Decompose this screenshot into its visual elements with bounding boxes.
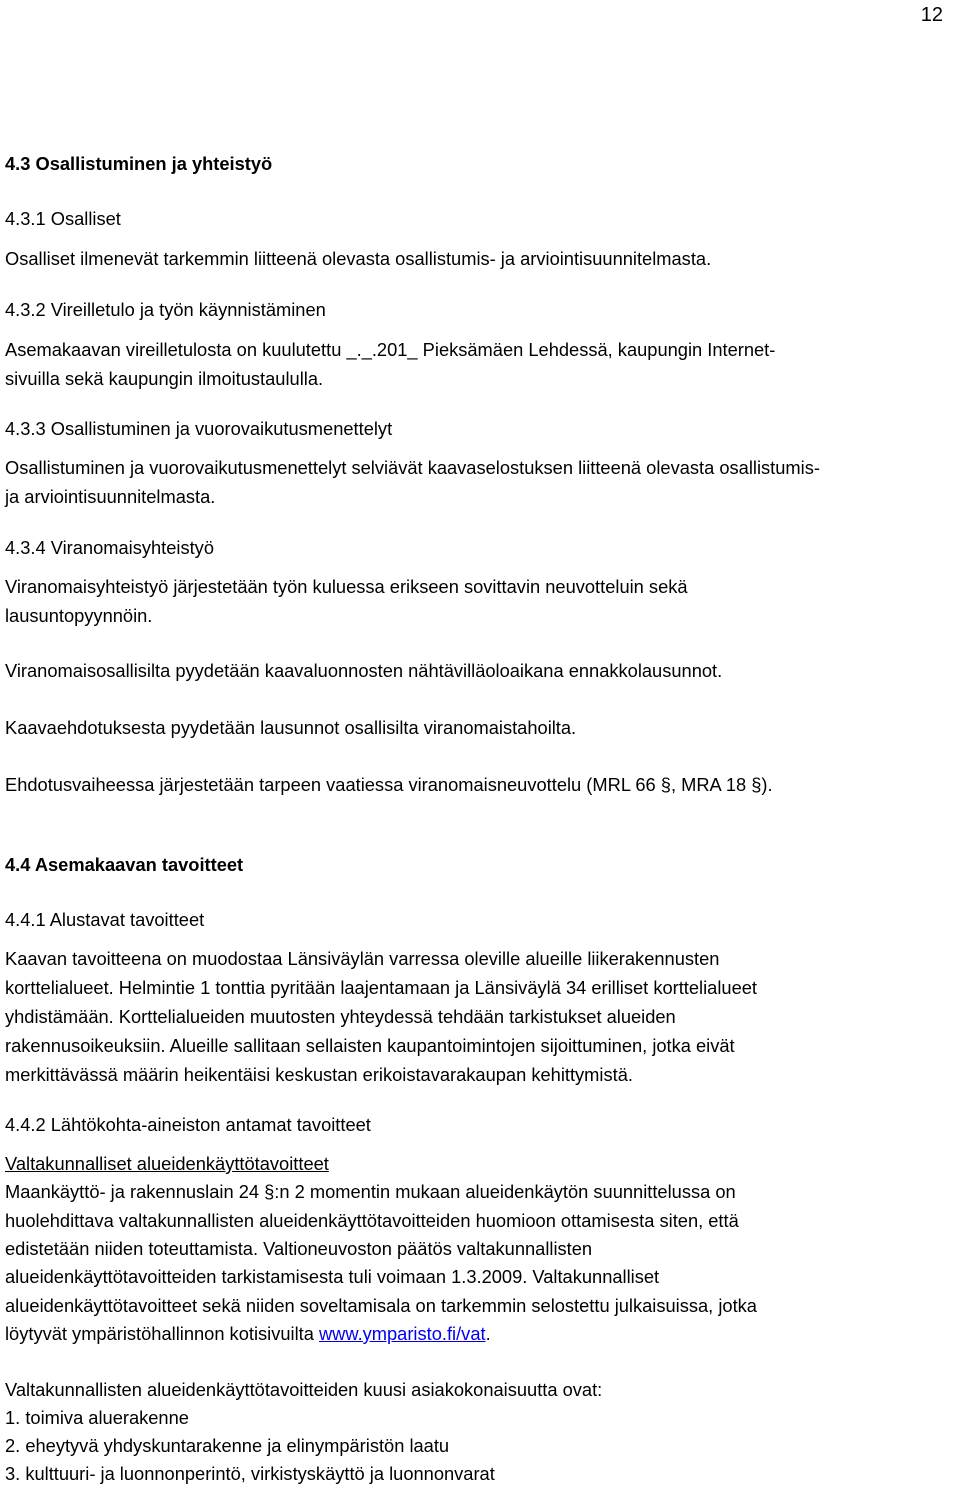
list-intro: Valtakunnallisten alueidenkäyttötavoitteiden kuusi asiakokonaisuutta ovat: — [5, 1379, 603, 1400]
subheading-4-4-1: 4.4.1 Alustavat tavoitteet — [5, 909, 205, 930]
list-item-2: 2. eheytyvä yhdyskuntarakenne ja elinympäristön laatu — [5, 1435, 450, 1456]
paragraph-4-3-3-line-2: ja arviointisuunnitelmasta. — [5, 486, 216, 507]
paragraph-4-3-3-line-1: Osallistuminen ja vuorovaikutusmenettelyt selviävät kaavaselostuksen liitteenä olevasta osallistumis- — [5, 457, 820, 478]
subheading-4-3-3: 4.3.3 Osallistuminen ja vuorovaikutusmenettelyt — [5, 418, 393, 439]
list-item-3: 3. kulttuuri- ja luonnonperintö, virkistyskäyttö ja luonnonvarat — [5, 1463, 495, 1484]
subheading-4-3-2: 4.3.2 Vireilletulo ja työn käynnistäminen — [5, 299, 326, 320]
subheading-valtakunnalliset: Valtakunnalliset alueidenkäyttötavoitteet — [5, 1153, 329, 1174]
paragraph-4-3-4-p3: Kaavaehdotuksesta pyydetään lausunnot osallisilta viranomaistahoilta. — [5, 717, 577, 738]
paragraph-4-3-2-line-2: sivuilla sekä kaupungin ilmoitustaululla. — [5, 368, 324, 389]
paragraph-4-4-2-line-1: Maankäyttö- ja rakennuslain 24 §:n 2 momentin mukaan alueidenkäytön suunnittelussa on — [5, 1181, 736, 1202]
ymparisto-link[interactable]: www.ymparisto.fi/vat — [318, 1323, 486, 1344]
paragraph-4-4-2-line-4: alueidenkäyttötavoitteiden tarkistamisesta tuli voimaan 1.3.2009. Valtakunnalliset — [5, 1266, 660, 1287]
paragraph-4-4-2-line-6-suffix: . — [485, 1323, 491, 1344]
section-heading-4-4: 4.4 Asemakaavan tavoitteet — [5, 854, 244, 875]
paragraph-4-3-4-p2: Viranomaisosallisilta pyydetään kaavaluonnosten nähtävilläoloaikana ennakkolausunnot. — [5, 660, 723, 681]
paragraph-4-4-2-line-2: huolehdittava valtakunnallisten alueidenkäyttötavoitteiden huomioon ottamisesta siten, että — [5, 1210, 739, 1231]
paragraph-4-3-4-p4: Ehdotusvaiheessa järjestetään tarpeen vaatiessa viranomaisneuvottelu (MRL 66 §, MRA 18 §). — [5, 774, 773, 795]
paragraph-4-4-1-line-4: rakennusoikeuksiin. Alueille sallitaan sellaisten kaupantoimintojen sijoittuminen, jotka eivät — [5, 1035, 735, 1056]
paragraph-4-4-1-line-5: merkittävässä määrin heikentäisi keskustan erikoistavarakaupan kehittymistä. — [5, 1064, 633, 1085]
subheading-4-4-2: 4.4.2 Lähtökohta-aineiston antamat tavoitteet — [5, 1114, 371, 1135]
paragraph-4-3-4-p1-line-1: Viranomaisyhteistyö järjestetään työn kuluessa erikseen sovittavin neuvotteluin sekä — [5, 576, 688, 597]
subheading-4-3-1: 4.3.1 Osalliset — [5, 208, 121, 229]
paragraph-4-4-2-line-3: edistetään niiden toteuttamista. Valtioneuvoston päätös valtakunnallisten — [5, 1238, 593, 1259]
subheading-4-3-4: 4.3.4 Viranomaisyhteistyö — [5, 537, 214, 558]
page-number: 12 — [920, 4, 943, 26]
paragraph-4-4-1-line-2: korttelialueet. Helmintie 1 tonttia pyritään laajentamaan ja Länsiväylä 34 erilliset korttelialueet — [5, 977, 757, 998]
paragraph-4-4-2-line-6-prefix: löytyvät ympäristöhallinnon kotisivuilta — [5, 1323, 319, 1344]
list-item-1: 1. toimiva aluerakenne — [5, 1407, 189, 1428]
paragraph-4-4-1-line-1: Kaavan tavoitteena on muodostaa Länsiväylän varressa oleville alueille liikerakennusten — [5, 948, 720, 969]
paragraph-4-4-2-line-6 — [5, 1325, 491, 1343]
section-heading-4-3: 4.3 Osallistuminen ja yhteistyö — [5, 153, 273, 174]
paragraph-4-3-2-line-1: Asemakaavan vireilletulosta on kuulutettu _._.201_ Pieksämäen Lehdessä, kaupungin Internet- — [5, 339, 776, 360]
paragraph-4-3-1: Osalliset ilmenevät tarkemmin liitteenä olevasta osallistumis- ja arviointisuunnitelmasta. — [5, 248, 712, 269]
paragraph-4-4-2-line-5: alueidenkäyttötavoitteet sekä niiden soveltamisala on tarkemmin selostettu julkaisuissa, jotka — [5, 1295, 757, 1316]
paragraph-4-3-4-p1-line-2: lausuntopyynnöin. — [5, 605, 153, 626]
paragraph-4-4-1-line-3: yhdistämään. Korttelialueiden muutosten yhteydessä tehdään tarkistukset alueiden — [5, 1006, 676, 1027]
